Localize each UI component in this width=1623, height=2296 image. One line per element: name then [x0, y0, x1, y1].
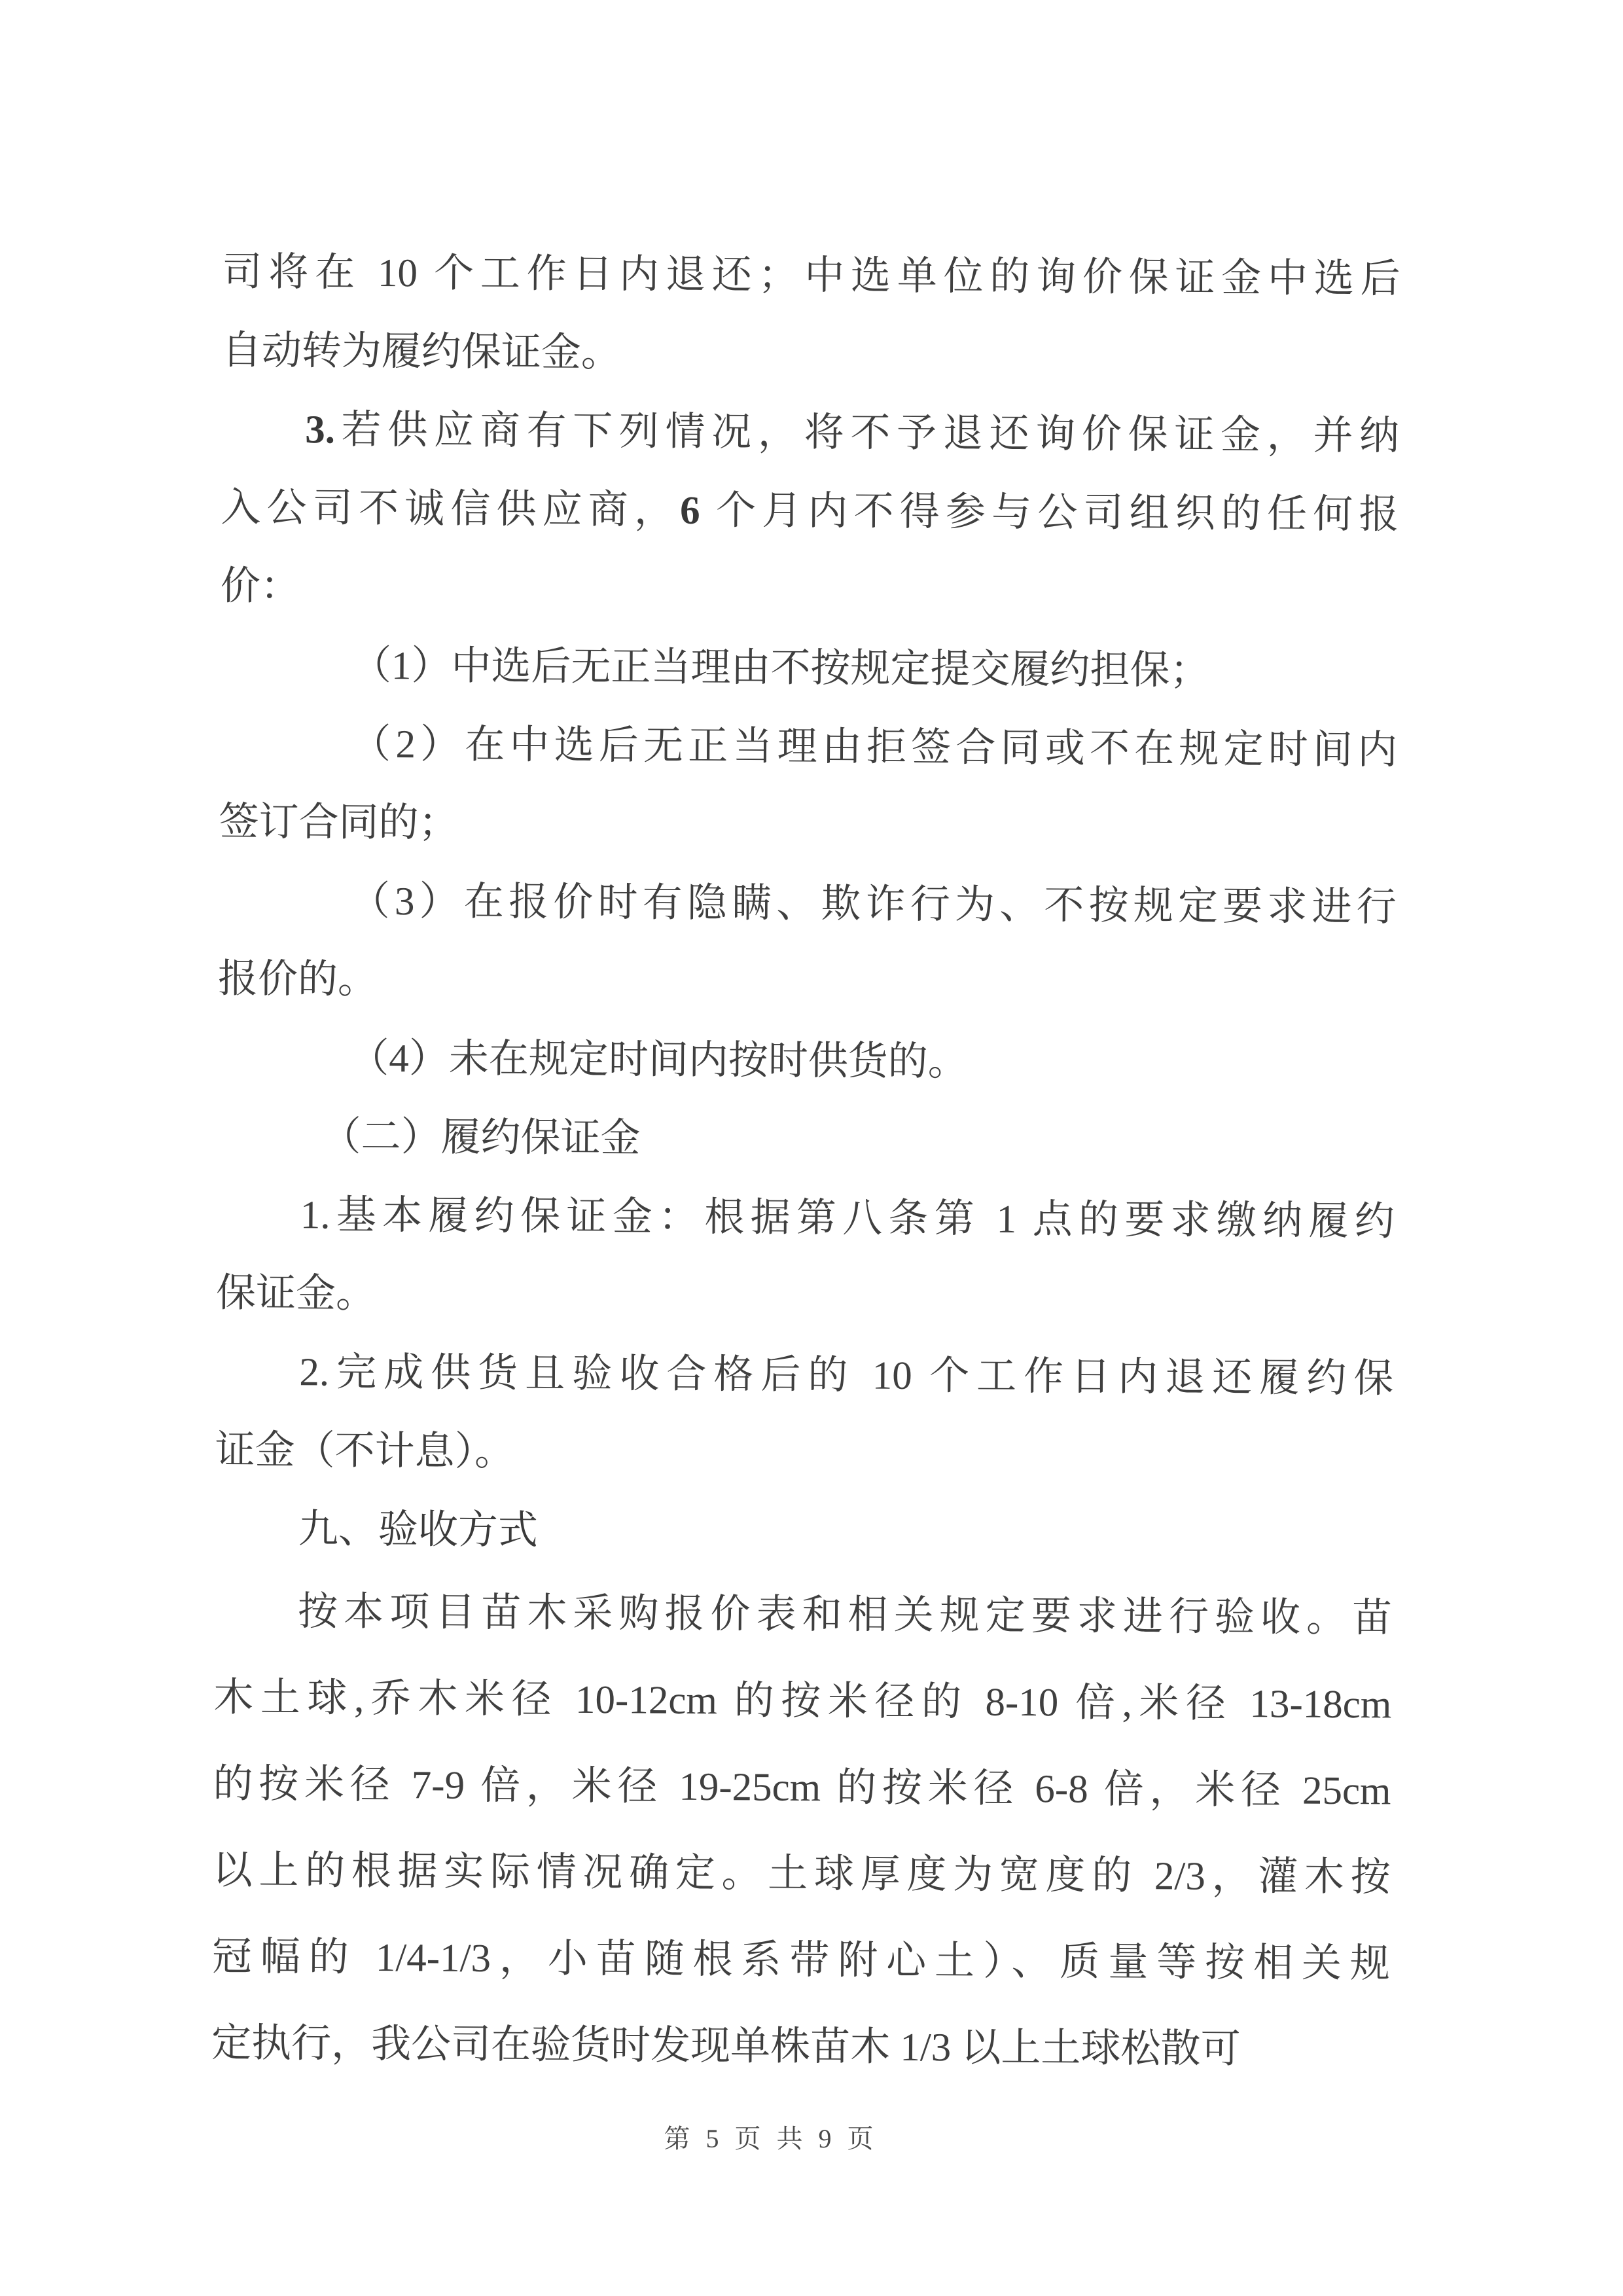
section-heading-text: 九、验收方式	[298, 1507, 539, 1553]
doc-line	[219, 704, 1398, 790]
doc-line	[220, 626, 1399, 711]
doc-line	[211, 2000, 1390, 2094]
doc-line-text: 保证金。	[215, 1271, 376, 1316]
doc-line	[212, 1827, 1391, 1921]
doc-line	[212, 1914, 1391, 2007]
doc-line-text: 证金（不计息）。	[215, 1428, 515, 1475]
doc-line-text: 个月内不得参与公司组织的任何报	[700, 488, 1399, 537]
doc-line-text: 以上的根据实际情况确定。土球厚度为宽度的 2/3，灌木按	[212, 1848, 1391, 1900]
doc-line-text: （1）中选后无正当理由不按规定提交履约担保；	[351, 643, 1210, 693]
doc-line-text: （3）在报价时有隐瞒、欺诈行为、不按规定要求进行	[349, 879, 1397, 930]
doc-line-text: （4）未在规定时间内按时供货的。	[349, 1036, 969, 1085]
section-heading	[215, 1490, 1393, 1575]
doc-line	[221, 469, 1399, 554]
doc-line	[213, 1655, 1392, 1748]
doc-line	[222, 234, 1400, 319]
doc-line-text: （2）在中选后无正当理由拒签合同或不在规定时间内	[351, 722, 1398, 773]
doc-line	[213, 1741, 1391, 1835]
doc-line	[215, 1333, 1394, 1418]
doc-line-text: 签订合同的；	[219, 800, 459, 846]
doc-line-text: 1.基本履约保证金：根据第八条第 1 点的要求缴纳履约	[300, 1193, 1395, 1244]
list-number: 3.	[304, 408, 336, 452]
doc-line-text: 司将在 10 个工作日内退还；中选单位的询价保证金中选后	[222, 250, 1400, 302]
doc-line	[219, 783, 1397, 869]
doc-line	[216, 1254, 1395, 1340]
doc-line-text: 价：	[220, 564, 300, 609]
page-footer: 第 5 页 共 9 页	[664, 2124, 878, 2153]
doc-line-text: 按本项目苗木采购报价表和相关规定要求进行验收。苗	[297, 1590, 1393, 1641]
document-body	[211, 234, 1400, 2094]
doc-line-text: 入公司不诚信供应商，	[221, 486, 681, 533]
doc-line-text: 报价的。	[217, 957, 378, 1002]
doc-line-text: 冠幅的 1/4-1/3，小苗随根系带附心土）、质量等按相关规	[211, 1935, 1391, 1986]
emphasized-number: 6	[679, 488, 700, 533]
doc-line-text: 自动转为履约保证金。	[221, 329, 622, 376]
doc-line-text: 木土球,乔木米径 10-12cm 的按米径的 8-10 倍,米径 13-18cm	[213, 1676, 1392, 1727]
doc-line	[218, 940, 1397, 1026]
doc-line-text: 2.完成供货且验收合格后的 10 个工作日内退还履约保	[299, 1350, 1394, 1401]
doc-line	[217, 1018, 1396, 1104]
doc-line	[220, 547, 1399, 633]
doc-line-text: （二）履约保证金	[321, 1115, 641, 1161]
doc-line-text: 若供应商有下列情况，将不予退还询价保证金，并纳	[334, 408, 1400, 459]
doc-line	[221, 390, 1400, 476]
doc-line-text: 定执行，我公司在验货时发现单株苗木 1/3 以上土球松散可	[211, 2021, 1241, 2072]
doc-line	[216, 1175, 1395, 1261]
doc-line-text: 的按米径 7-9 倍，米径 19-25cm 的按米径 6-8 倍，米径 25cm	[213, 1762, 1391, 1814]
doc-line	[217, 1097, 1395, 1183]
doc-line	[215, 1411, 1393, 1497]
doc-line	[222, 312, 1400, 398]
doc-line	[214, 1568, 1393, 1662]
doc-line	[218, 861, 1397, 947]
